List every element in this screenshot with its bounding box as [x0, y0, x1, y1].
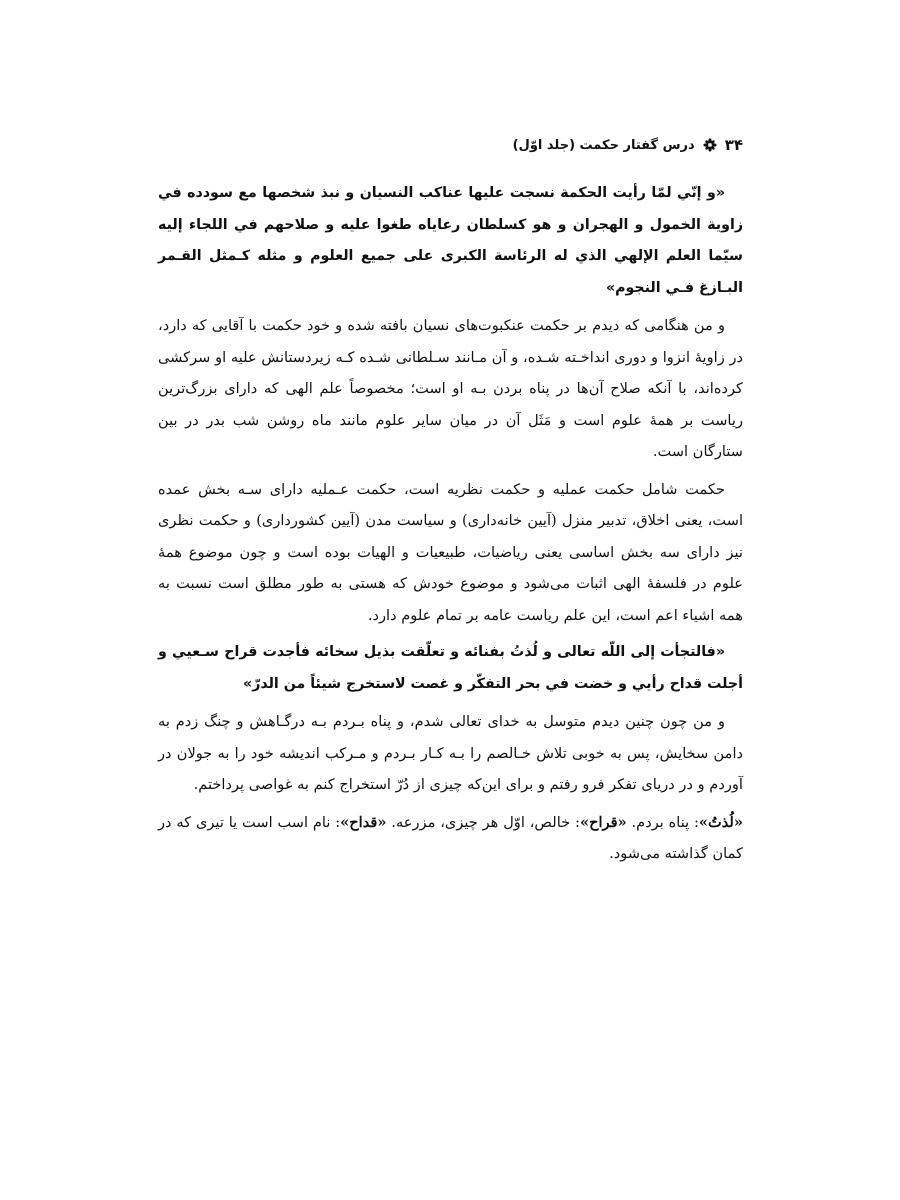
page-header: [158, 130, 743, 160]
glossary-term-2: «قراح»: [579, 813, 627, 831]
glossary-def-3: : نام اسب است یا تیری که در کمان گذاشته می‌شود.: [158, 813, 743, 862]
glossary-term-3: «قداح»: [340, 813, 387, 831]
book-page: [158, 130, 743, 876]
page-number: ۳۴: [724, 136, 743, 154]
flower-ornament-icon: [703, 138, 717, 152]
commentary-paragraph: حکمت شامل حکمت عملیه و حکمت نظریه است، حکمت عـملیه دارای سـه بخش عمده است، یعنی اخلاق، تدبیر منزل (آیین خانه‌داری) و سیاست مدن (آیین کشورداری) و حکمت نظری نیز دارای سه بخش اساسی یعنی ریاضیات، طبیعیات و الهیات بوده است و چون موضوع همهٔ علوم در فلسفهٔ الهی اثبات می‌شود و موضوع خودش که هستی به طور مطلق است نسبت به همه اشیاء اعم است، این علم ریاست عامه بر تمام علوم دارد.: [158, 480, 743, 624]
arabic-quote-2: «فالتجأت إلى اللّه تعالى و لُذتُ بفنائه و تعلّقت بذيل سخائه فأجدت قراح سـعيي و أجلت قداح رأيي و خضت في بحر التفكّر و غصت لاستخرج شيئاً من الدرّ»: [158, 644, 743, 692]
glossary-term-1: «لُذتُ»: [698, 813, 743, 831]
book-title: درس گفتار حکمت (جلد اوّل): [512, 137, 695, 153]
persian-translation-1: و من هنگامی که دیدم بر حکمت عنکبوت‌های نسیان بافته شده و خود حکمت با آقایی که دارد، در زاویهٔ انزوا و دوری انداخـته شـده، و آن مـانند سـلطانی شـده کـه زیردستانش علیه او سرکشی کرده‌اند، با آنکه صلاح آن‌ها در پناه بردن بـه او است؛ مخصوصاً علم الهی که دارای بزرگ‌ترین ریاست بر همهٔ علوم است و مَثَل آن در میان سایر علوم مانند ماه روشن شب بدر در بین ستارگان است.: [158, 317, 743, 460]
persian-translation-2: و من چون چنین دیدم متوسل به خدای تعالی شدم، و پناه بـردم بـه درگـاهش و چنگ زدم به دامن سخایش، پس به خوبی تلاش خـالصم را بـه کـار بـردم و مـرکب اندیشه خود را به جولان در آوردم و در دریای تفکر فرو رفتم و برای این‌که چیزی از دُرّ استخراج کنم به غواصی پرداختم.: [158, 713, 743, 793]
glossary-note: [158, 807, 743, 870]
arabic-quote-1: «و إنّي لمّا رأيت الحكمة نسجت عليها عناكب النسيان و نبذ شخصها مع سودده في زاوية الخمول و الهجران و هو كسلطان رعاياه طغوا عليه و صلاحهم في اللجاء إليه سيّما العلم الإلهي الذي له الرئاسة الكبرى على جميع العلوم و مثله كـمثل القـمر البـازغ فـي النجوم»: [158, 185, 743, 296]
glossary-def-1: : پناه بردم.: [626, 813, 699, 831]
glossary-def-2: : خالص، اوّل هر چیزی، مزرعه.: [386, 813, 580, 831]
